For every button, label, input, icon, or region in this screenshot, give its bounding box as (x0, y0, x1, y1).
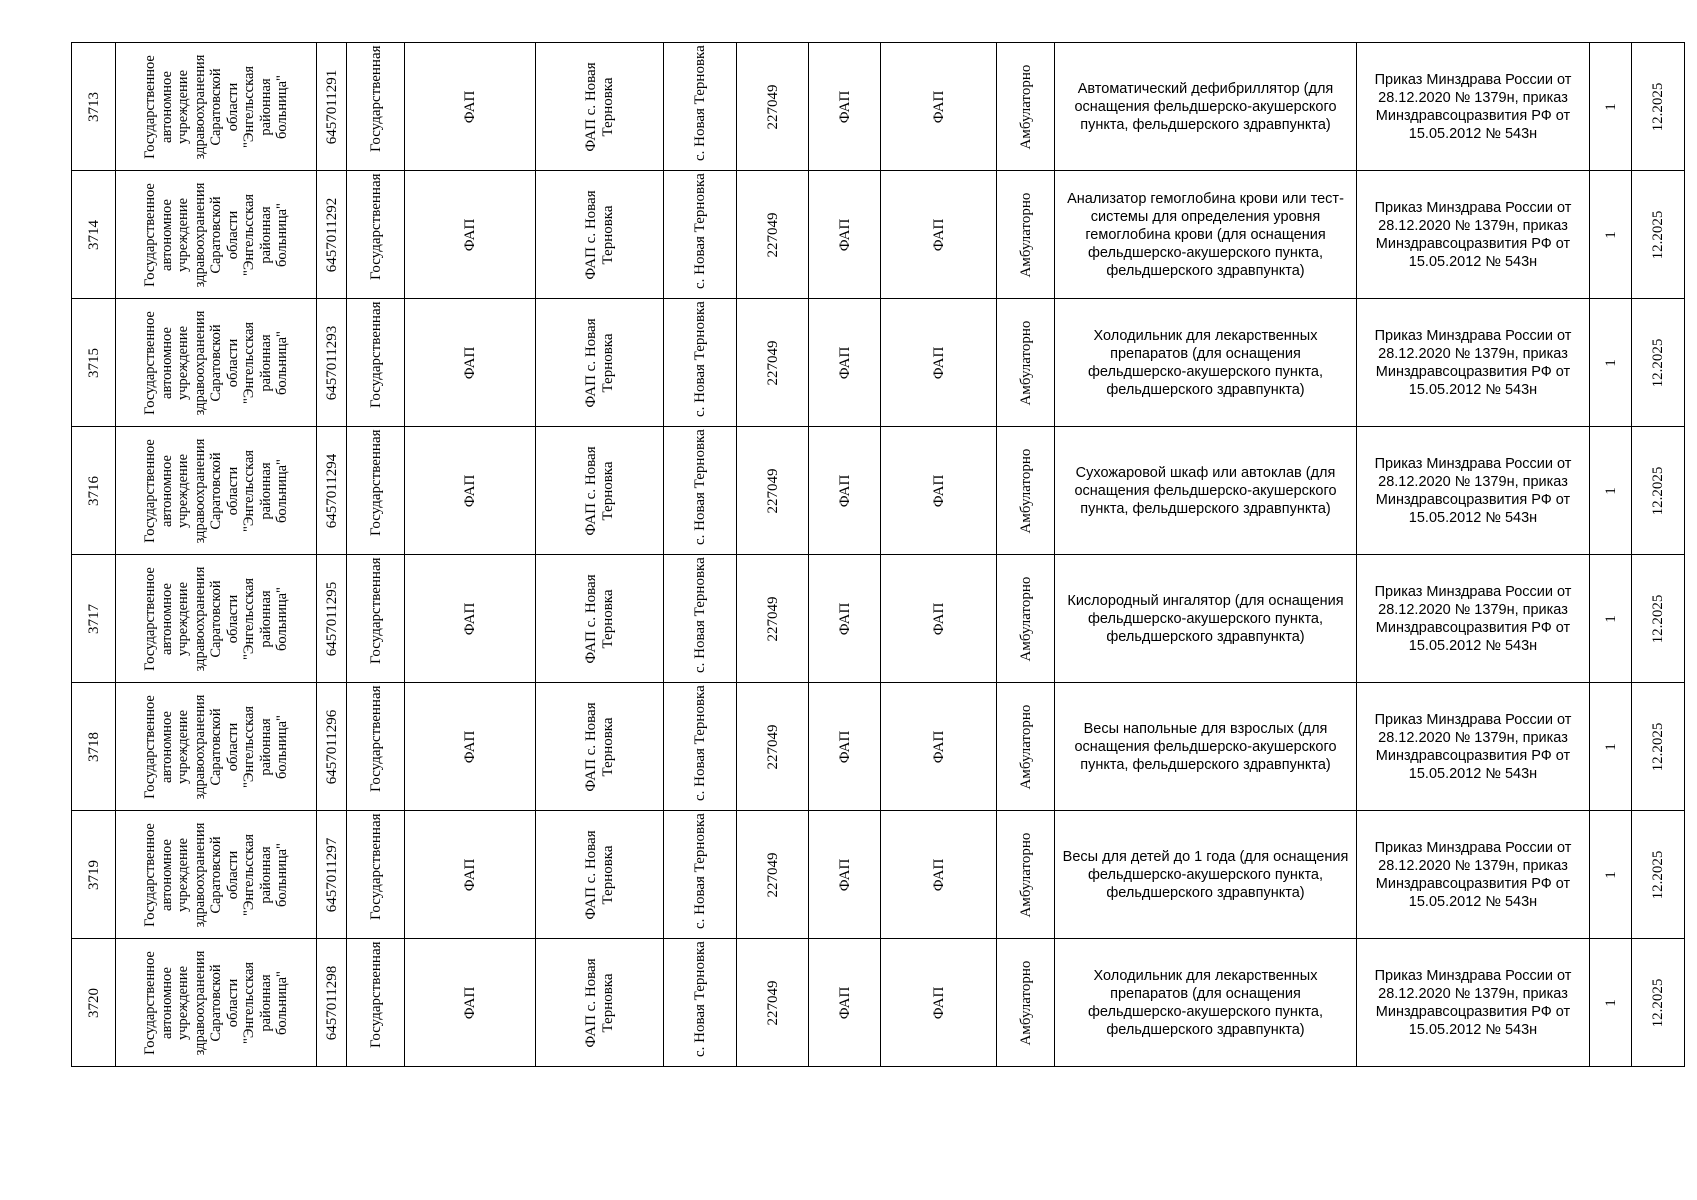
cell-kind2 (880, 555, 996, 683)
date-text: 12.2025 (1650, 978, 1666, 1028)
mode-text: Амбулаторно (1017, 704, 1034, 790)
mode-text: Амбулаторно (1017, 832, 1034, 918)
cell-place (663, 427, 736, 555)
date-text: 12.2025 (1650, 722, 1666, 772)
unit-text: ФАП с. Новая Терновка (582, 62, 616, 152)
cell-kind1 (808, 555, 880, 683)
basis-text: Приказ Минздрава России от 28.12.2020 № 1379н, приказ Минздравсоцразвития РФ от 15.05.2012 № 543н (1374, 72, 1572, 142)
code-text: 227049 (764, 596, 781, 642)
cell-id (71, 683, 115, 811)
cell-qty (1589, 939, 1631, 1067)
type-text: ФАП (462, 346, 478, 380)
unit-text: ФАП с. Новая Терновка (582, 190, 616, 280)
cell-kind1 (808, 939, 880, 1067)
place-text: с. Новая Терновка (692, 685, 708, 801)
id-text: 3720 (85, 988, 102, 1018)
unit-text: ФАП с. Новая Терновка (582, 958, 616, 1048)
basis-text: Приказ Минздрава России от 28.12.2020 № 1379н, приказ Минздравсоцразвития РФ от 15.05.2012 № 543н (1374, 968, 1572, 1038)
cell-id (71, 811, 115, 939)
form-text: Государственная (367, 45, 384, 152)
kind2-text: ФАП (930, 90, 947, 124)
cell-date (1631, 683, 1685, 811)
qty-text: 1 (1602, 871, 1619, 879)
id-text: 3715 (85, 348, 102, 378)
table-row (71, 298, 1685, 426)
cell-kind1 (808, 171, 880, 299)
cell-basis (1356, 43, 1589, 171)
cell-type (404, 171, 535, 299)
cell-type (404, 683, 535, 811)
basis-text: Приказ Минздрава России от 28.12.2020 № 1379н, приказ Минздравсоцразвития РФ от 15.05.2012 № 543н (1374, 712, 1572, 782)
cell-kind2 (880, 939, 996, 1067)
id-text: 3719 (85, 860, 102, 890)
cell-type (404, 555, 535, 683)
kind2-text: ФАП (930, 474, 947, 508)
cell-basis (1356, 811, 1589, 939)
cell-date (1631, 171, 1685, 299)
cell-place (663, 811, 736, 939)
kind1-text: ФАП (836, 346, 853, 380)
date-text: 12.2025 (1650, 82, 1666, 132)
cell-inn (316, 811, 346, 939)
cell-kind1 (808, 811, 880, 939)
cell-date (1631, 555, 1685, 683)
kind1-text: ФАП (836, 218, 853, 252)
inn-text: 6457011297 (323, 837, 340, 913)
cell-form (346, 171, 404, 299)
cell-date (1631, 427, 1685, 555)
inn-text: 6457011293 (323, 325, 340, 401)
cell-code (736, 427, 808, 555)
mode-text: Амбулаторно (1017, 320, 1034, 406)
cell-basis (1356, 299, 1589, 427)
cell-qty (1589, 427, 1631, 555)
cell-kind2 (880, 299, 996, 427)
cell-type (404, 939, 535, 1067)
type-text: ФАП (462, 602, 478, 636)
cell-mode (996, 299, 1054, 427)
cell-type (404, 811, 535, 939)
basis-text: Приказ Минздрава России от 28.12.2020 № 1379н, приказ Минздравсоцразвития РФ от 15.05.2012 № 543н (1374, 456, 1572, 526)
kind2-text: ФАП (930, 602, 947, 636)
cell-qty (1589, 171, 1631, 299)
cell-equipment (1054, 683, 1356, 811)
cell-inn (316, 299, 346, 427)
place-text: с. Новая Терновка (692, 173, 708, 289)
org-text: Государственное автономное учреждение здравоохранения Саратовской области "Энгельсская районная больница" (141, 438, 290, 544)
cell-code (736, 171, 808, 299)
form-text: Государственная (367, 941, 384, 1048)
cell-inn (316, 171, 346, 299)
cell-code (736, 683, 808, 811)
cell-mode (996, 683, 1054, 811)
qty-text: 1 (1602, 359, 1619, 367)
type-text: ФАП (462, 730, 478, 764)
basis-text: Приказ Минздрава России от 28.12.2020 № 1379н, приказ Минздравсоцразвития РФ от 15.05.2012 № 543н (1374, 584, 1572, 654)
cell-basis (1356, 427, 1589, 555)
cell-qty (1589, 555, 1631, 683)
cell-org (115, 171, 316, 299)
cell-mode (996, 939, 1054, 1067)
cell-place (663, 683, 736, 811)
cell-place (663, 299, 736, 427)
table-row (71, 42, 1685, 170)
org-text: Государственное автономное учреждение здравоохранения Саратовской области "Энгельсская районная больница" (141, 822, 290, 928)
cell-id (71, 171, 115, 299)
code-text: 227049 (764, 468, 781, 514)
cell-place (663, 555, 736, 683)
cell-type (404, 427, 535, 555)
cell-id (71, 939, 115, 1067)
cell-mode (996, 171, 1054, 299)
inn-text: 6457011295 (323, 581, 340, 657)
cell-kind1 (808, 427, 880, 555)
mode-text: Амбулаторно (1017, 64, 1034, 150)
form-text: Государственная (367, 173, 384, 280)
cell-inn (316, 427, 346, 555)
code-text: 227049 (764, 852, 781, 898)
cell-unit (535, 43, 663, 171)
cell-type (404, 299, 535, 427)
type-text: ФАП (462, 218, 478, 252)
cell-mode (996, 811, 1054, 939)
form-text: Государственная (367, 813, 384, 920)
inn-text: 6457011291 (323, 69, 340, 145)
cell-form (346, 555, 404, 683)
cell-form (346, 43, 404, 171)
table-row (71, 682, 1685, 810)
kind1-text: ФАП (836, 602, 853, 636)
cell-basis (1356, 939, 1589, 1067)
cell-qty (1589, 811, 1631, 939)
cell-org (115, 939, 316, 1067)
cell-org (115, 43, 316, 171)
org-text: Государственное автономное учреждение здравоохранения Саратовской области "Энгельсская районная больница" (141, 182, 290, 288)
org-text: Государственное автономное учреждение здравоохранения Саратовской области "Энгельсская районная больница" (141, 566, 290, 672)
cell-date (1631, 811, 1685, 939)
cell-unit (535, 171, 663, 299)
date-text: 12.2025 (1650, 338, 1666, 388)
equipment-text: Весы для детей до 1 года (для оснащения фельдшерско-акушерского пункта, фельдшерского здравпункта) (1062, 849, 1349, 901)
kind2-text: ФАП (930, 218, 947, 252)
org-text: Государственное автономное учреждение здравоохранения Саратовской области "Энгельсская районная больница" (141, 950, 290, 1056)
cell-inn (316, 939, 346, 1067)
table-row (71, 938, 1685, 1067)
cell-code (736, 299, 808, 427)
cell-id (71, 299, 115, 427)
kind1-text: ФАП (836, 730, 853, 764)
cell-equipment (1054, 555, 1356, 683)
kind2-text: ФАП (930, 986, 947, 1020)
id-text: 3717 (85, 604, 102, 634)
cell-equipment (1054, 43, 1356, 171)
type-text: ФАП (462, 986, 478, 1020)
table-row (71, 426, 1685, 554)
cell-kind1 (808, 683, 880, 811)
kind2-text: ФАП (930, 858, 947, 892)
equipment-text: Холодильник для лекарственных препаратов (для оснащения фельдшерско-акушерского пункта, фельдшерского здравпункта) (1087, 968, 1324, 1038)
cell-code (736, 555, 808, 683)
org-text: Государственное автономное учреждение здравоохранения Саратовской области "Энгельсская районная больница" (141, 310, 290, 416)
inn-text: 6457011296 (323, 709, 340, 785)
cell-inn (316, 43, 346, 171)
place-text: с. Новая Терновка (692, 45, 708, 161)
form-text: Государственная (367, 557, 384, 664)
qty-text: 1 (1602, 999, 1619, 1007)
cell-form (346, 811, 404, 939)
cell-date (1631, 939, 1685, 1067)
basis-text: Приказ Минздрава России от 28.12.2020 № 1379н, приказ Минздравсоцразвития РФ от 15.05.2012 № 543н (1374, 840, 1572, 910)
inn-text: 6457011292 (323, 197, 340, 273)
inn-text: 6457011298 (323, 965, 340, 1041)
kind1-text: ФАП (836, 986, 853, 1020)
cell-kind1 (808, 299, 880, 427)
unit-text: ФАП с. Новая Терновка (582, 446, 616, 536)
mode-text: Амбулаторно (1017, 960, 1034, 1046)
cell-code (736, 43, 808, 171)
cell-org (115, 683, 316, 811)
date-text: 12.2025 (1650, 850, 1666, 900)
cell-mode (996, 43, 1054, 171)
unit-text: ФАП с. Новая Терновка (582, 830, 616, 920)
cell-form (346, 939, 404, 1067)
cell-org (115, 299, 316, 427)
kind2-text: ФАП (930, 730, 947, 764)
kind1-text: ФАП (836, 90, 853, 124)
place-text: с. Новая Терновка (692, 813, 708, 929)
equipment-text: Анализатор гемоглобина крови или тест-системы для определения уровня гемоглобина крови (для оснащения фельдшерско-акушерского пункта, фельдшерского здравпункта) (1067, 191, 1344, 279)
cell-kind2 (880, 811, 996, 939)
cell-place (663, 43, 736, 171)
cell-qty (1589, 43, 1631, 171)
code-text: 227049 (764, 212, 781, 258)
place-text: с. Новая Терновка (692, 941, 708, 1057)
cell-kind2 (880, 427, 996, 555)
date-text: 12.2025 (1650, 594, 1666, 644)
cell-kind2 (880, 43, 996, 171)
id-text: 3716 (85, 476, 102, 506)
mode-text: Амбулаторно (1017, 576, 1034, 662)
cell-inn (316, 555, 346, 683)
cell-form (346, 683, 404, 811)
id-text: 3714 (85, 220, 102, 250)
date-text: 12.2025 (1650, 210, 1666, 260)
kind2-text: ФАП (930, 346, 947, 380)
cell-form (346, 427, 404, 555)
basis-text: Приказ Минздрава России от 28.12.2020 № 1379н, приказ Минздравсоцразвития РФ от 15.05.2012 № 543н (1374, 200, 1572, 270)
unit-text: ФАП с. Новая Терновка (582, 702, 616, 792)
form-text: Государственная (367, 429, 384, 536)
qty-text: 1 (1602, 615, 1619, 623)
cell-id (71, 427, 115, 555)
place-text: с. Новая Терновка (692, 301, 708, 417)
equipment-text: Автоматический дефибриллятор (для оснащения фельдшерско-акушерского пункта, фельдшерского здравпункта) (1074, 81, 1337, 133)
equipment-text: Холодильник для лекарственных препаратов (для оснащения фельдшерско-акушерского пункта, фельдшерского здравпункта) (1087, 328, 1324, 398)
cell-qty (1589, 683, 1631, 811)
cell-equipment (1054, 939, 1356, 1067)
cell-org (115, 427, 316, 555)
cell-unit (535, 939, 663, 1067)
cell-mode (996, 427, 1054, 555)
cell-place (663, 171, 736, 299)
mode-text: Амбулаторно (1017, 448, 1034, 534)
cell-org (115, 555, 316, 683)
cell-kind1 (808, 43, 880, 171)
equipment-text: Весы напольные для взрослых (для оснащения фельдшерско-акушерского пункта, фельдшерского здравпункта) (1074, 721, 1337, 773)
cell-date (1631, 43, 1685, 171)
date-text: 12.2025 (1650, 466, 1666, 516)
qty-text: 1 (1602, 743, 1619, 751)
table-row (71, 810, 1685, 938)
cell-equipment (1054, 171, 1356, 299)
cell-place (663, 939, 736, 1067)
kind1-text: ФАП (836, 474, 853, 508)
cell-org (115, 811, 316, 939)
cell-unit (535, 811, 663, 939)
type-text: ФАП (462, 474, 478, 508)
type-text: ФАП (462, 858, 478, 892)
cell-type (404, 43, 535, 171)
cell-unit (535, 299, 663, 427)
code-text: 227049 (764, 724, 781, 770)
table-row (71, 170, 1685, 298)
cell-mode (996, 555, 1054, 683)
qty-text: 1 (1602, 231, 1619, 239)
table-row (71, 554, 1685, 682)
cell-id (71, 43, 115, 171)
kind1-text: ФАП (836, 858, 853, 892)
code-text: 227049 (764, 84, 781, 130)
form-text: Государственная (367, 685, 384, 792)
cell-qty (1589, 299, 1631, 427)
equipment-text: Сухожаровой шкаф или автоклав (для оснащения фельдшерско-акушерского пункта, фельдшерского здравпункта) (1074, 465, 1337, 517)
cell-inn (316, 683, 346, 811)
unit-text: ФАП с. Новая Терновка (582, 318, 616, 408)
org-text: Государственное автономное учреждение здравоохранения Саратовской области "Энгельсская районная больница" (141, 694, 290, 800)
cell-equipment (1054, 811, 1356, 939)
cell-unit (535, 427, 663, 555)
cell-basis (1356, 683, 1589, 811)
cell-code (736, 939, 808, 1067)
cell-code (736, 811, 808, 939)
code-text: 227049 (764, 980, 781, 1026)
cell-date (1631, 299, 1685, 427)
qty-text: 1 (1602, 103, 1619, 111)
cell-equipment (1054, 427, 1356, 555)
cell-unit (535, 683, 663, 811)
code-text: 227049 (764, 340, 781, 386)
qty-text: 1 (1602, 487, 1619, 495)
id-text: 3718 (85, 732, 102, 762)
form-text: Государственная (367, 301, 384, 408)
cell-id (71, 555, 115, 683)
mode-text: Амбулаторно (1017, 192, 1034, 278)
equipment-text: Кислородный ингалятор (для оснащения фельдшерско-акушерского пункта, фельдшерского здравпункта) (1067, 593, 1344, 645)
basis-text: Приказ Минздрава России от 28.12.2020 № 1379н, приказ Минздравсоцразвития РФ от 15.05.2012 № 543н (1374, 328, 1572, 398)
cell-unit (535, 555, 663, 683)
cell-kind2 (880, 171, 996, 299)
cell-basis (1356, 171, 1589, 299)
place-text: с. Новая Терновка (692, 557, 708, 673)
cell-kind2 (880, 683, 996, 811)
org-text: Государственное автономное учреждение здравоохранения Саратовской области "Энгельсская районная больница" (141, 54, 290, 160)
unit-text: ФАП с. Новая Терновка (582, 574, 616, 664)
inn-text: 6457011294 (323, 453, 340, 529)
cell-basis (1356, 555, 1589, 683)
type-text: ФАП (462, 90, 478, 124)
place-text: с. Новая Терновка (692, 429, 708, 545)
id-text: 3713 (85, 92, 102, 122)
cell-equipment (1054, 299, 1356, 427)
cell-form (346, 299, 404, 427)
